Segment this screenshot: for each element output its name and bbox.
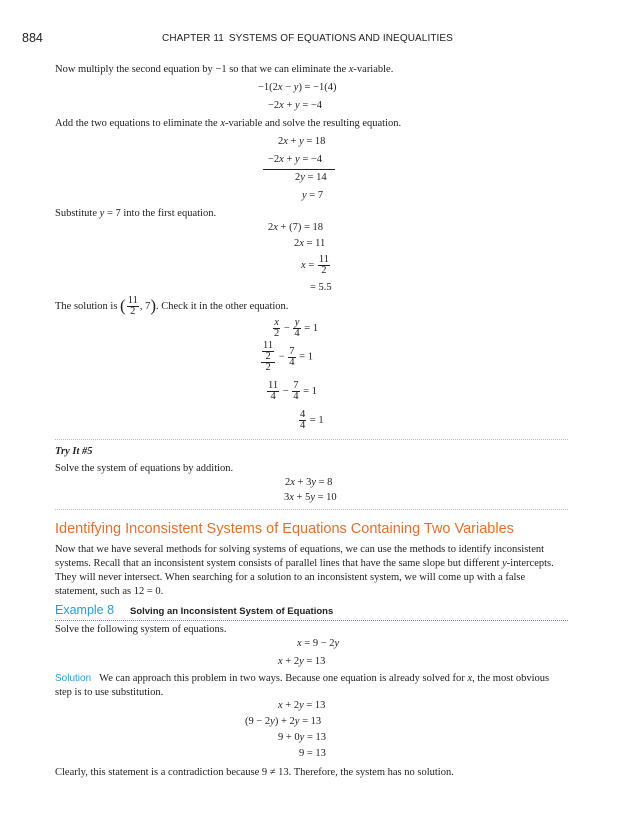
text: . Check it in the other equation. (156, 300, 289, 312)
paragraph-substitute: Substitute y = 7 into the first equation. (55, 208, 217, 219)
var: x (220, 118, 226, 129)
text: -variable and solve the resulting equation. (225, 118, 402, 129)
example-rule (55, 620, 568, 621)
equation: 3x + 5y = 10 (284, 492, 337, 503)
equation: x + 2y = 13 (278, 656, 326, 667)
paragraph-multiply (55, 63, 393, 78)
equation: 9 + 0y = 13 (278, 732, 327, 743)
equation: $\frac{11}{4}$ − $\frac{7}{4}$ = 1 (268, 380, 317, 402)
equation: $\frac{\frac{11}{2}}{2}$ − $\frac{7}{4}$ = 1 (263, 340, 313, 373)
equation: 9 = 13 (299, 748, 326, 759)
text: Substitute (55, 208, 100, 219)
equation: x + 2y = 13 (278, 700, 326, 711)
solution-label: Solution (55, 673, 92, 684)
chapter-label: CHAPTER 11 (162, 33, 224, 44)
paragraph-solution: The solution is ( $\frac{11}{2}$ , 7). Check it in the other equation. (55, 295, 289, 317)
text: systems. Recall that an inconsistent system consists of parallel lines that have the same slope but different (55, 558, 503, 569)
example-label: Example 8 (55, 603, 115, 617)
text: into the first equation. (120, 208, 217, 219)
section-line-3: They will never intersect. When searching for a solution to an inconsistent system, we will come up with a false (55, 572, 526, 583)
equation: 2x + (7) = 18 (268, 222, 324, 233)
example-prompt: Solve the following system of equations. (55, 624, 227, 635)
equation: 2x = 11 (294, 238, 326, 249)
var: x (348, 64, 354, 75)
equation: $\frac{x}{2}$ − $\frac{y}{4}$ = 1 (274, 317, 319, 339)
equation: −2x + y = −4 (268, 154, 323, 165)
text: Add the two equations to eliminate the (55, 118, 221, 129)
equation: y = 7 (302, 190, 324, 201)
equation: 2x + 3y = 8 (285, 477, 333, 488)
equation: −2x + y = −4 (268, 100, 323, 111)
equation: (9 − 2y) + 2y = 13 (245, 716, 322, 727)
divider (55, 509, 568, 510)
solution-line-2: step is to use substitution. (55, 687, 164, 698)
equation: 2y = 14 (295, 172, 327, 183)
conclusion: Clearly, this statement is a contradiction because 9 ≠ 13. Therefore, the system has no solution. (55, 767, 454, 778)
section-line-1: Now that we have several methods for solving systems of equations, we can use the methods to identify inconsistent (55, 544, 545, 555)
equation: x = 9 − 2y (297, 638, 340, 649)
text: -intercepts. (506, 558, 554, 569)
equation: −1(2x − y) = −1(4) (258, 82, 337, 93)
try-it-prompt: Solve the system of equations by addition. (55, 463, 234, 474)
try-it-label: Try It #5 (55, 446, 93, 457)
text: Now multiply the second equation by −1 so that we can eliminate the (55, 64, 349, 75)
chapter-title: SYSTEMS OF EQUATIONS AND INEQUALITIES (228, 33, 453, 44)
text: , the most obvious (472, 673, 550, 684)
solution-line-1: Solution We can approach this problem in two ways. Because one equation is already solved for x, the most obvious (55, 673, 550, 684)
section-line-4: statement, such as 12 = 0. (55, 586, 164, 597)
section-title: Identifying Inconsistent Systems of Equations Containing Two Variables (55, 521, 514, 537)
paragraph-add (55, 117, 401, 132)
section-line-2: systems. Recall that an inconsistent system consists of parallel lines that have the same slope but different y-intercepts. (55, 558, 554, 569)
page-number: 884 (22, 31, 43, 45)
sum-rule (263, 169, 335, 170)
equation: $\frac{4}{4}$ = 1 (300, 409, 324, 431)
equation: = 5.5 (310, 282, 332, 293)
running-header (162, 33, 453, 44)
divider (55, 439, 568, 440)
text: The solution is (55, 300, 121, 312)
text: We can approach this problem in two ways. Because one equation is already solved for (99, 673, 468, 684)
equation: 2x + y = 18 (278, 136, 326, 147)
example-title: Solving an Inconsistent System of Equations (130, 606, 334, 617)
text: -variable. (353, 64, 394, 75)
equation: x = $\frac{11}{2}$ (301, 254, 329, 276)
